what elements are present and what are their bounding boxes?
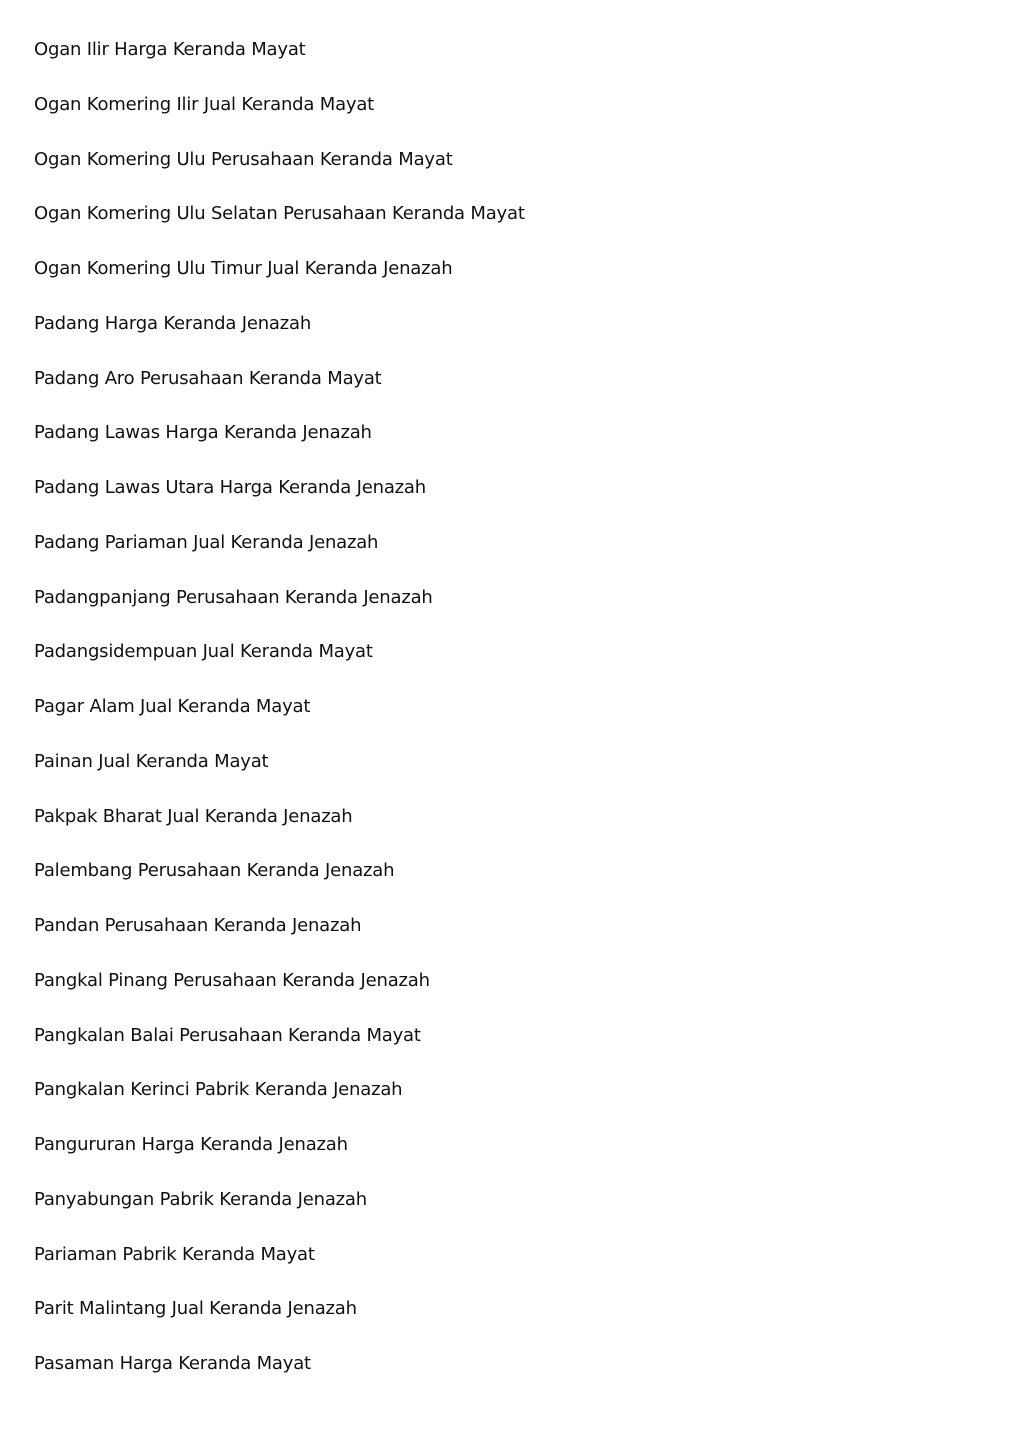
list-item: Padangsidempuan Jual Keranda Mayat — [34, 641, 373, 663]
list-item: Pangkal Pinang Perusahaan Keranda Jenazah — [34, 969, 430, 991]
list-item: Painan Jual Keranda Mayat — [34, 750, 269, 772]
list-item: Padang Aro Perusahaan Keranda Mayat — [34, 367, 382, 389]
list-item: Pandan Perusahaan Keranda Jenazah — [34, 915, 362, 936]
list-item: Ogan Komering Ulu Selatan Perusahaan Keranda Mayat — [34, 203, 525, 225]
list-item: Parit Malintang Jual Keranda Jenazah — [34, 1298, 357, 1320]
list-item: Pagar Alam Jual Keranda Mayat — [34, 696, 311, 717]
list-item: Padang Lawas Harga Keranda Jenazah — [34, 422, 372, 444]
list-item: Pangkalan Kerinci Pabrik Keranda Jenazah — [34, 1079, 403, 1101]
list-item: Pariaman Pabrik Keranda Mayat — [34, 1243, 315, 1265]
list-item: Ogan Komering Ulu Perusahaan Keranda Mayat — [34, 148, 453, 170]
list-item: Palembang Perusahaan Keranda Jenazah — [34, 860, 395, 882]
list-item: Padangpanjang Perusahaan Keranda Jenazah — [34, 586, 433, 608]
list-item: Ogan Komering Ilir Jual Keranda Mayat — [34, 93, 375, 115]
list-item: Ogan Komering Ulu Timur Jual Keranda Jenazah — [34, 258, 453, 279]
list-item: Ogan Ilir Harga Keranda Mayat — [34, 39, 306, 60]
list-item: Padang Harga Keranda Jenazah — [34, 312, 312, 334]
list-item: Panyabungan Pabrik Keranda Jenazah — [34, 1188, 367, 1210]
list-item: Pangkalan Balai Perusahaan Keranda Mayat — [34, 1024, 421, 1046]
list-item: Padang Lawas Utara Harga Keranda Jenazah — [34, 477, 426, 498]
list-item: Pakpak Bharat Jual Keranda Jenazah — [34, 805, 353, 827]
entry-list — [34, 38, 934, 1407]
list-item: Padang Pariaman Jual Keranda Jenazah — [34, 531, 379, 553]
list-item: Pasaman Harga Keranda Mayat — [34, 1353, 311, 1374]
list-item: Pangururan Harga Keranda Jenazah — [34, 1134, 348, 1155]
